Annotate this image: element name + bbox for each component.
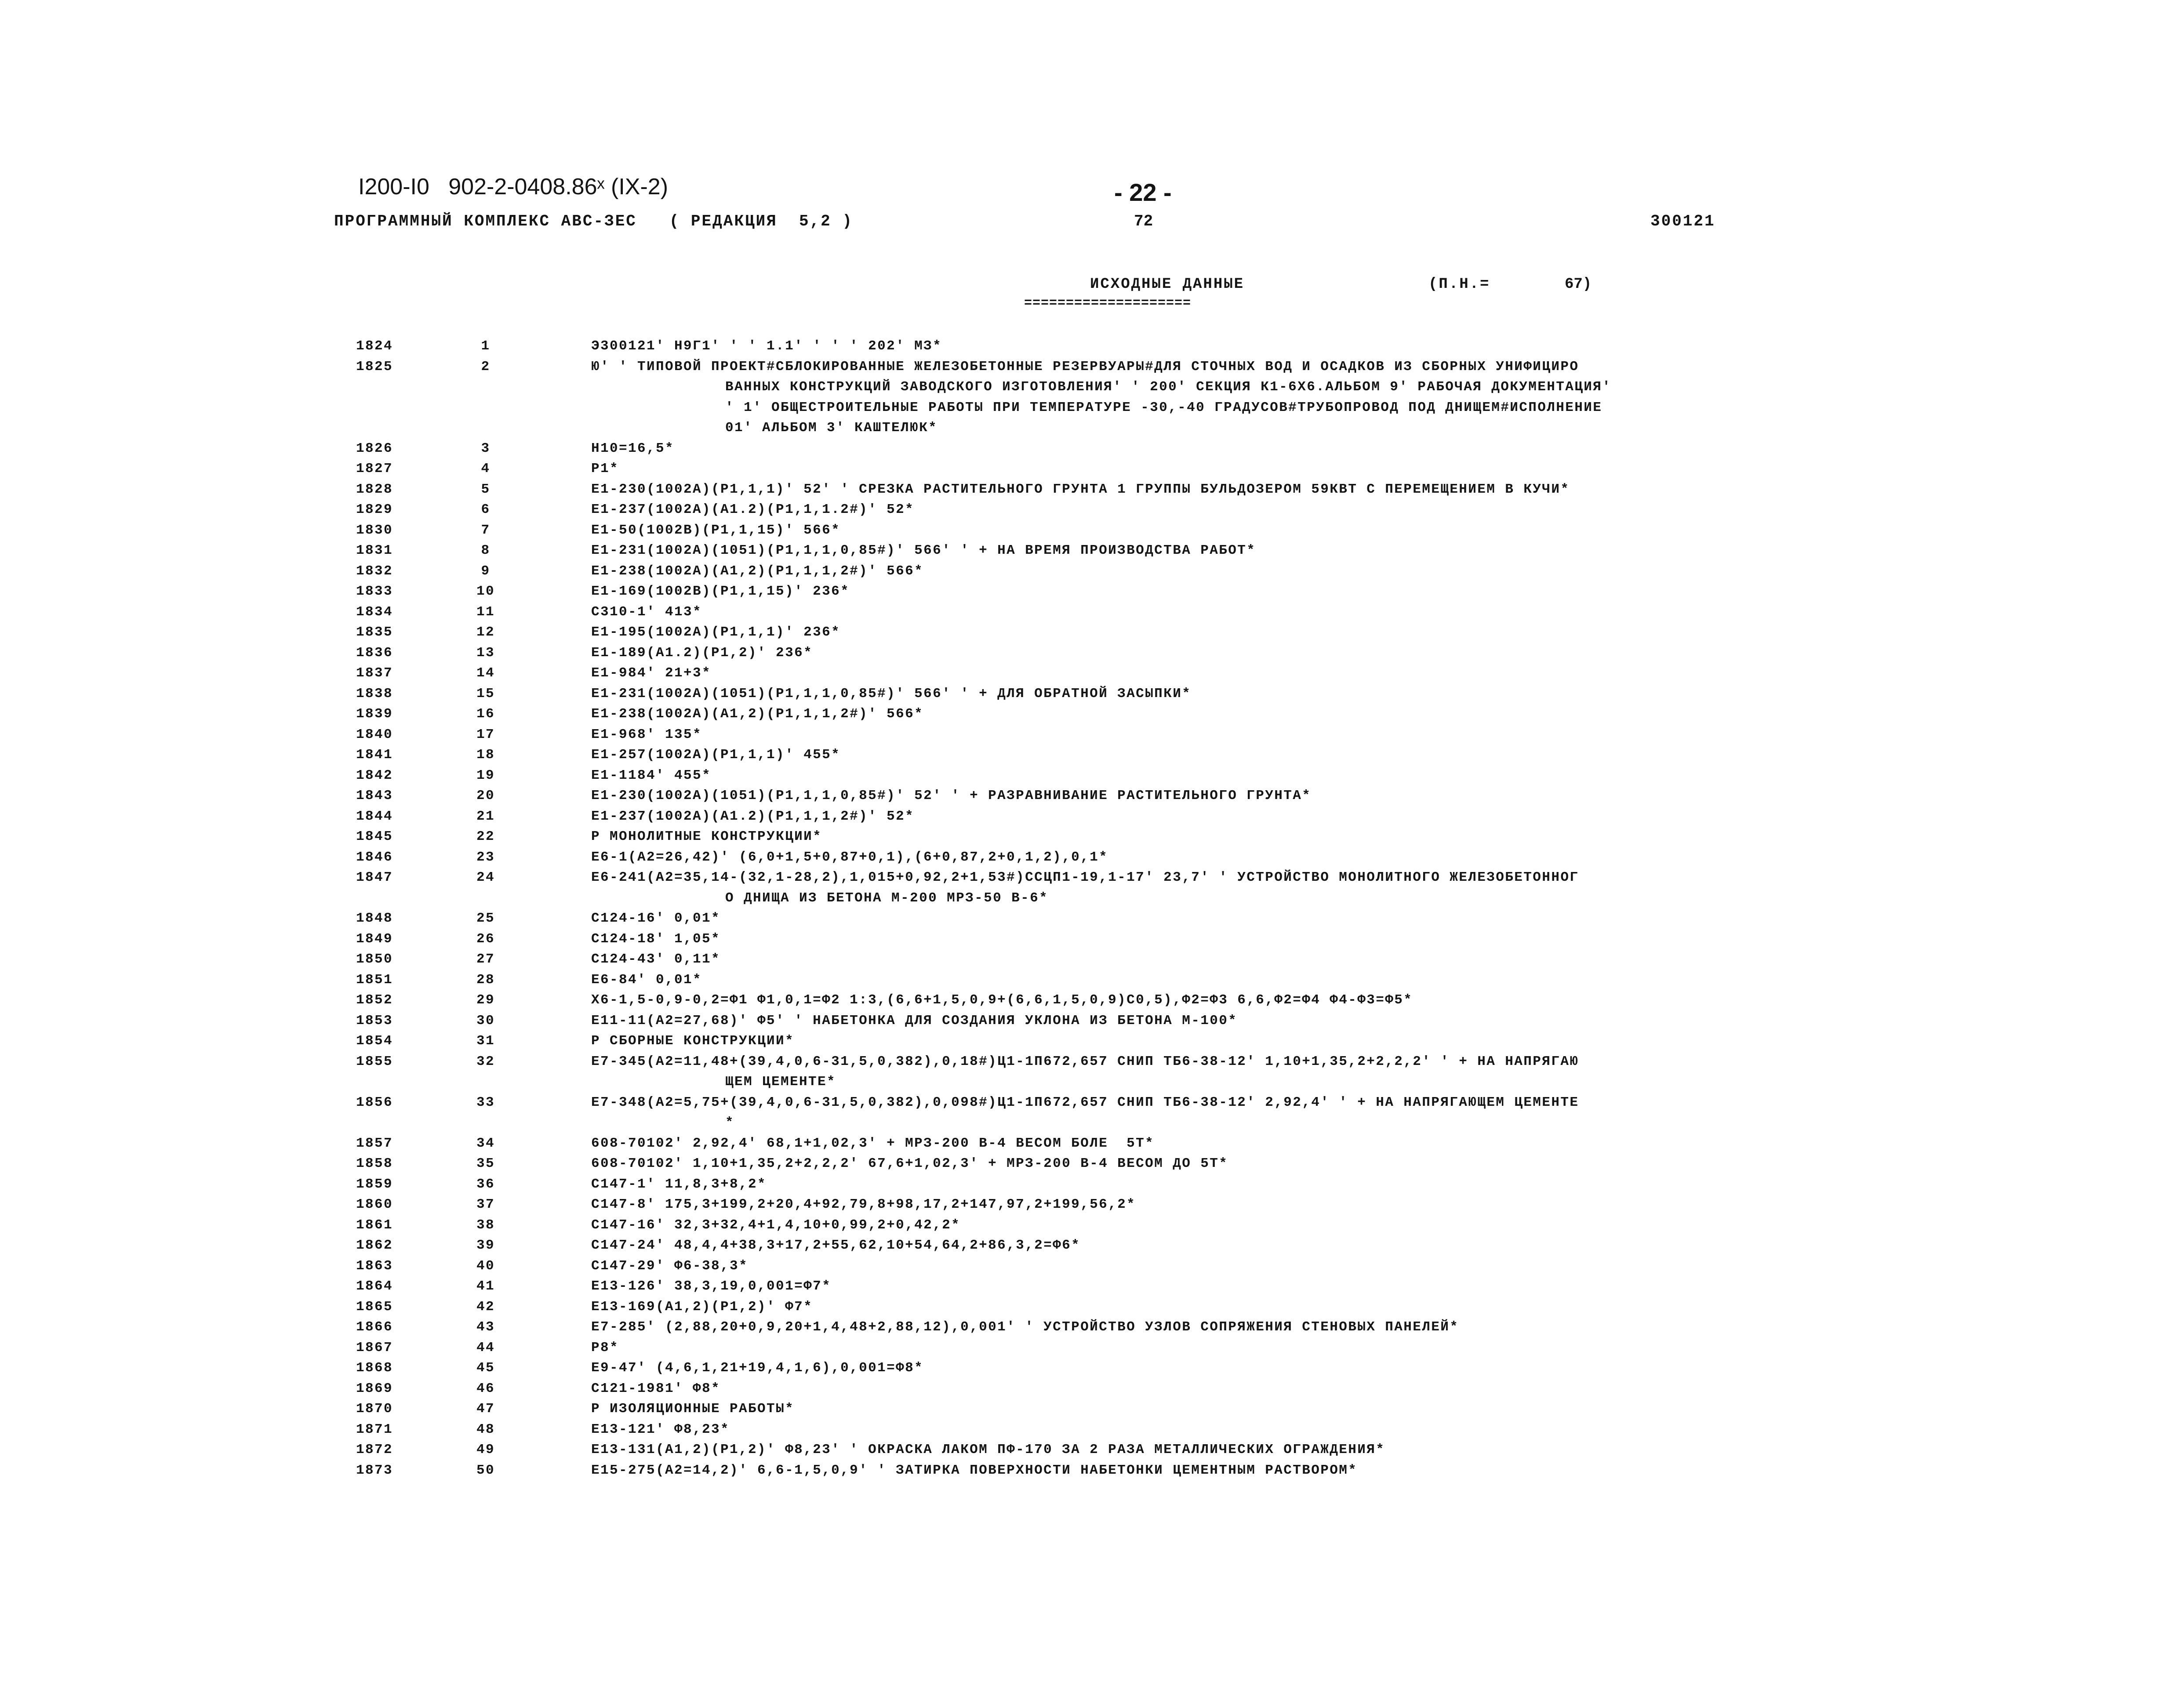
row-text: Е13-169(А1,2)(Р1,2)' Ф7*: [591, 1299, 813, 1315]
row-text: Е1-257(1002А)(Р1,1,1)' 455*: [591, 747, 841, 763]
line-number: 1873: [356, 1462, 393, 1478]
sequence-number: 38: [476, 1217, 495, 1233]
row-text: Е15-275(А2=14,2)' 6,6-1,5,0,9' ' ЗАТИРКА ПОВЕРХНОСТИ НАБЕТОНКИ ЦЕМЕНТНЫМ РАСТВОРОМ*: [591, 1462, 1358, 1478]
row-text: С124-18' 1,05*: [591, 931, 721, 947]
line-number: 1867: [356, 1340, 393, 1355]
row-text: Е6-84' 0,01*: [591, 972, 702, 988]
sequence-number: 46: [476, 1380, 495, 1396]
row-text: 608-70102' 2,92,4' 68,1+1,02,3' + МРЗ-200 В-4 ВЕСОМ БОЛЕ 5Т*: [591, 1135, 1155, 1151]
row-text: С147-8' 175,3+199,2+20,4+92,79,8+98,17,2+147,97,2+199,56,2*: [591, 1197, 1136, 1212]
row-text: Е1-50(1002В)(Р1,1,15)' 566*: [591, 522, 841, 538]
sequence-number: 43: [476, 1319, 495, 1335]
sequence-number: 44: [476, 1340, 495, 1355]
sequence-number: 20: [476, 788, 495, 803]
sequence-number: 26: [476, 931, 495, 947]
line-number: 1839: [356, 706, 393, 722]
line-number: 1826: [356, 440, 393, 456]
row-text: Е13-126' 38,3,19,0,001=Ф7*: [591, 1279, 832, 1294]
row-text: Э300121' Н9Г1' ' ' 1.1' ' ' ' 202' МЗ*: [591, 338, 942, 354]
line-number: 1858: [356, 1156, 393, 1171]
sequence-number: 11: [476, 604, 495, 620]
sequence-number: 7: [481, 522, 491, 538]
line-number: 1825: [356, 359, 393, 374]
sheet-number: 72: [1134, 212, 1153, 230]
line-number: 1846: [356, 849, 393, 865]
row-text: С121-1981' Ф8*: [591, 1380, 721, 1396]
sequence-number: 28: [476, 972, 495, 988]
line-number: 1851: [356, 972, 393, 988]
sequence-number: 12: [476, 625, 495, 640]
line-number: 1849: [356, 931, 393, 947]
line-number: 1853: [356, 1013, 393, 1028]
row-text: С124-16' 0,01*: [591, 911, 721, 926]
row-text: Е11-11(А2=27,68)' Ф5' ' НАБЕТОНКА ДЛЯ СОЗДАНИЯ УКЛОНА ИЗ БЕТОНА М-100*: [591, 1013, 1238, 1028]
row-text: ЩЕМ ЦЕМЕНТЕ*: [725, 1074, 836, 1090]
row-text: Е7-285' (2,88,20+0,9,20+1,4,48+2,88,12),0,001' ' УСТРОЙСТВО УЗЛОВ СОПРЯЖЕНИЯ СТЕНОВЫХ ПАНЕЛЕЙ*: [591, 1319, 1459, 1335]
row-text: С310-1' 413*: [591, 604, 702, 620]
line-number: 1834: [356, 604, 393, 620]
sequence-number: 45: [476, 1360, 495, 1376]
sequence-number: 33: [476, 1094, 495, 1110]
line-number: 1861: [356, 1217, 393, 1233]
row-text: Р ИЗОЛЯЦИОННЫЕ РАБОТЫ*: [591, 1401, 795, 1417]
line-number: 1871: [356, 1421, 393, 1437]
line-number: 1855: [356, 1054, 393, 1069]
sequence-number: 24: [476, 870, 495, 885]
line-number: 1860: [356, 1197, 393, 1212]
document-code: I200-I0 902-2-0408.86ˣ (IX-2): [358, 174, 669, 200]
line-number: 1863: [356, 1258, 393, 1274]
line-number: 1832: [356, 563, 393, 579]
line-number: 1837: [356, 665, 393, 681]
section-title-underline: ====================: [1024, 296, 1192, 311]
row-text: Р1*: [591, 461, 619, 476]
pn-value: 67): [1565, 276, 1592, 293]
row-text: Е1-1184' 455*: [591, 767, 712, 783]
sequence-number: 4: [481, 461, 491, 476]
sequence-number: 16: [476, 706, 495, 722]
row-text: Е9-47' (4,6,1,21+19,4,1,6),0,001=Ф8*: [591, 1360, 924, 1376]
line-number: 1827: [356, 461, 393, 476]
sequence-number: 21: [476, 808, 495, 824]
row-text: Е1-237(1002А)(А1.2)(Р1,1,1,2#)' 52*: [591, 808, 915, 824]
line-number: 1833: [356, 584, 393, 599]
line-number: 1854: [356, 1033, 393, 1049]
line-number: 1850: [356, 952, 393, 967]
line-number: 1872: [356, 1442, 393, 1457]
line-number: 1824: [356, 338, 393, 354]
row-text: *: [725, 1115, 735, 1130]
sequence-number: 29: [476, 992, 495, 1008]
row-text: Е6-241(А2=35,14-(32,1-28,2),1,015+0,92,2+1,53#)ССЦП1-19,1-17' 23,7' ' УСТРОЙСТВО МОНОЛИТНОГО ЖЕЛЕЗОБЕТОННОГ: [591, 870, 1579, 885]
line-number: 1856: [356, 1094, 393, 1110]
sequence-number: 9: [481, 563, 491, 579]
sequence-number: 17: [476, 727, 495, 742]
sequence-number: 2: [481, 359, 491, 374]
program-name: ПРОГРАММНЫЙ КОМПЛЕКС АВС-ЗЕС ( РЕДАКЦИЯ 5,2 ): [334, 212, 853, 230]
row-text: Е1-237(1002А)(А1.2)(Р1,1,1.2#)' 52*: [591, 502, 915, 517]
row-text: С147-24' 48,4,4+38,3+17,2+55,62,10+54,64,2+86,3,2=Ф6*: [591, 1238, 1081, 1253]
sequence-number: 34: [476, 1135, 495, 1151]
sequence-number: 25: [476, 911, 495, 926]
object-code: 300121: [1650, 212, 1715, 230]
row-text: 608-70102' 1,10+1,35,2+2,2,2' 67,6+1,02,3' + МРЗ-200 В-4 ВЕСОМ ДО 5Т*: [591, 1156, 1228, 1171]
row-text: С124-43' 0,11*: [591, 952, 721, 967]
row-text: Е1-195(1002А)(Р1,1,1)' 236*: [591, 625, 841, 640]
sequence-number: 13: [476, 645, 495, 661]
row-text: 01' АЛЬБОМ 3' КАШТЕЛЮК*: [725, 420, 938, 436]
row-text: ВАННЫХ КОНСТРУКЦИЙ ЗАВОДСКОГО ИЗГОТОВЛЕНИЯ' ' 200' СЕКЦИЯ К1-6Х6.АЛЬБОМ 9' РАБОЧАЯ ДОКУМЕНТАЦИЯ': [725, 379, 1612, 395]
line-number: 1828: [356, 481, 393, 497]
sequence-number: 6: [481, 502, 491, 517]
sequence-number: 35: [476, 1156, 495, 1171]
row-text: Х6-1,5-0,9-0,2=Ф1 Ф1,0,1=Ф2 1:3,(6,6+1,5,0,9+(6,6,1,5,0,9)С0,5),Ф2=Ф3 6,6,Ф2=Ф4 Ф4-Ф3=Ф5*: [591, 992, 1413, 1008]
sequence-number: 15: [476, 686, 495, 701]
row-text: О ДНИЩА ИЗ БЕТОНА М-200 МРЗ-50 В-6*: [725, 890, 1049, 906]
line-number: 1835: [356, 625, 393, 640]
sequence-number: 47: [476, 1401, 495, 1417]
line-number: 1841: [356, 747, 393, 763]
sequence-number: 10: [476, 584, 495, 599]
line-number: 1866: [356, 1319, 393, 1335]
row-text: Р МОНОЛИТНЫЕ КОНСТРУКЦИИ*: [591, 829, 822, 844]
row-text: Е7-348(А2=5,75+(39,4,0,6-31,5,0,382),0,098#)Ц1-1П672,657 СНИП ТБ6-38-12' 2,92,4' ' + НА НАПРЯГАЮЩЕМ ЦЕМЕНТЕ: [591, 1094, 1579, 1110]
row-text: Ю' ' ТИПОВОЙ ПРОЕКТ#СБЛОКИРОВАННЫЕ ЖЕЛЕЗОБЕТОННЫЕ РЕЗЕРВУАРЫ#ДЛЯ СТОЧНЫХ ВОД И ОСАДКОВ ИЗ СБОРНЫХ УНИФИЦИРО: [591, 359, 1579, 374]
sequence-number: 1: [481, 338, 491, 354]
row-text: С147-16' 32,3+32,4+1,4,10+0,99,2+0,42,2*: [591, 1217, 961, 1233]
row-text: Е13-131(А1,2)(Р1,2)' Ф8,23' ' ОКРАСКА ЛАКОМ ПФ-170 ЗА 2 РАЗА МЕТАЛЛИЧЕСКИХ ОГРАЖДЕНИЯ*: [591, 1442, 1385, 1457]
sequence-number: 8: [481, 543, 491, 558]
sequence-number: 3: [481, 440, 491, 456]
sequence-number: 5: [481, 481, 491, 497]
row-text: Р СБОРНЫЕ КОНСТРУКЦИИ*: [591, 1033, 795, 1049]
row-text: Е1-189(А1.2)(Р1,2)' 236*: [591, 645, 813, 661]
line-number: 1865: [356, 1299, 393, 1315]
line-number: 1864: [356, 1279, 393, 1294]
line-number: 1836: [356, 645, 393, 661]
row-text: Е1-169(1002В)(Р1,1,15)' 236*: [591, 584, 850, 599]
sequence-number: 30: [476, 1013, 495, 1028]
sequence-number: 39: [476, 1238, 495, 1253]
line-number: 1843: [356, 788, 393, 803]
line-number: 1868: [356, 1360, 393, 1376]
sequence-number: 42: [476, 1299, 495, 1315]
sequence-number: 14: [476, 665, 495, 681]
line-number: 1870: [356, 1401, 393, 1417]
section-title: ИСХОДНЫЕ ДАННЫЕ: [1090, 276, 1245, 293]
sequence-number: 32: [476, 1054, 495, 1069]
row-text: Е1-238(1002А)(А1,2)(Р1,1,1,2#)' 566*: [591, 706, 924, 722]
line-number: 1848: [356, 911, 393, 926]
page-number: - 22 -: [1114, 178, 1172, 206]
sequence-number: 49: [476, 1442, 495, 1457]
sequence-number: 50: [476, 1462, 495, 1478]
line-number: 1842: [356, 767, 393, 783]
sequence-number: 37: [476, 1197, 495, 1212]
line-number: 1831: [356, 543, 393, 558]
line-number: 1838: [356, 686, 393, 701]
line-number: 1830: [356, 522, 393, 538]
sequence-number: 18: [476, 747, 495, 763]
row-text: С147-1' 11,8,3+8,2*: [591, 1176, 767, 1192]
row-text: С147-29' Ф6-38,3*: [591, 1258, 749, 1274]
row-text: Е1-984' 21+3*: [591, 665, 712, 681]
sequence-number: 31: [476, 1033, 495, 1049]
row-text: Е1-230(1002А)(Р1,1,1)' 52' ' СРЕЗКА РАСТИТЕЛЬНОГО ГРУНТА 1 ГРУППЫ БУЛЬДОЗЕРОМ 59КВТ С ПЕРЕМЕЩЕНИЕМ В КУЧИ*: [591, 481, 1570, 497]
line-number: 1862: [356, 1238, 393, 1253]
line-number: 1840: [356, 727, 393, 742]
pn-label: (П.Н.=: [1428, 276, 1490, 293]
sequence-number: 40: [476, 1258, 495, 1274]
line-number: 1845: [356, 829, 393, 844]
line-number: 1852: [356, 992, 393, 1008]
row-text: Е7-345(А2=11,48+(39,4,0,6-31,5,0,382),0,18#)Ц1-1П672,657 СНИП ТБ6-38-12' 1,10+1,35,2+2,2,2' ' + НА НАПРЯГАЮ: [591, 1054, 1579, 1069]
line-number: 1847: [356, 870, 393, 885]
sequence-number: 36: [476, 1176, 495, 1192]
line-number: 1829: [356, 502, 393, 517]
line-number: 1859: [356, 1176, 393, 1192]
row-text: Н10=16,5*: [591, 440, 675, 456]
row-text: ' 1' ОБЩЕСТРОИТЕЛЬНЫЕ РАБОТЫ ПРИ ТЕМПЕРАТУРЕ -30,-40 ГРАДУСОВ#ТРУБОПРОВОД ПОД ДНИЩЕМ#ИСПОЛНЕНИЕ: [725, 400, 1603, 415]
row-text: Е1-968' 135*: [591, 727, 702, 742]
row-text: Е1-238(1002А)(А1,2)(Р1,1,1,2#)' 566*: [591, 563, 924, 579]
row-text: Е6-1(А2=26,42)' (6,0+1,5+0,87+0,1),(6+0,87,2+0,1,2),0,1*: [591, 849, 1108, 865]
row-text: Е1-231(1002А)(1051)(Р1,1,1,0,85#)' 566' ' + ДЛЯ ОБРАТНОЙ ЗАСЫПКИ*: [591, 686, 1192, 701]
sequence-number: 27: [476, 952, 495, 967]
sequence-number: 41: [476, 1279, 495, 1294]
sequence-number: 48: [476, 1421, 495, 1437]
sequence-number: 23: [476, 849, 495, 865]
sequence-number: 19: [476, 767, 495, 783]
line-number: 1844: [356, 808, 393, 824]
row-text: Е1-231(1002А)(1051)(Р1,1,1,0,85#)' 566' ' + НА ВРЕМЯ ПРОИЗВОДСТВА РАБОТ*: [591, 543, 1256, 558]
sequence-number: 22: [476, 829, 495, 844]
row-text: Е1-230(1002А)(1051)(Р1,1,1,0,85#)' 52' ' + РАЗРАВНИВАНИЕ РАСТИТЕЛЬНОГО ГРУНТА*: [591, 788, 1312, 803]
row-text: Р8*: [591, 1340, 619, 1355]
row-text: Е13-121' Ф8,23*: [591, 1421, 730, 1437]
line-number: 1857: [356, 1135, 393, 1151]
line-number: 1869: [356, 1380, 393, 1396]
